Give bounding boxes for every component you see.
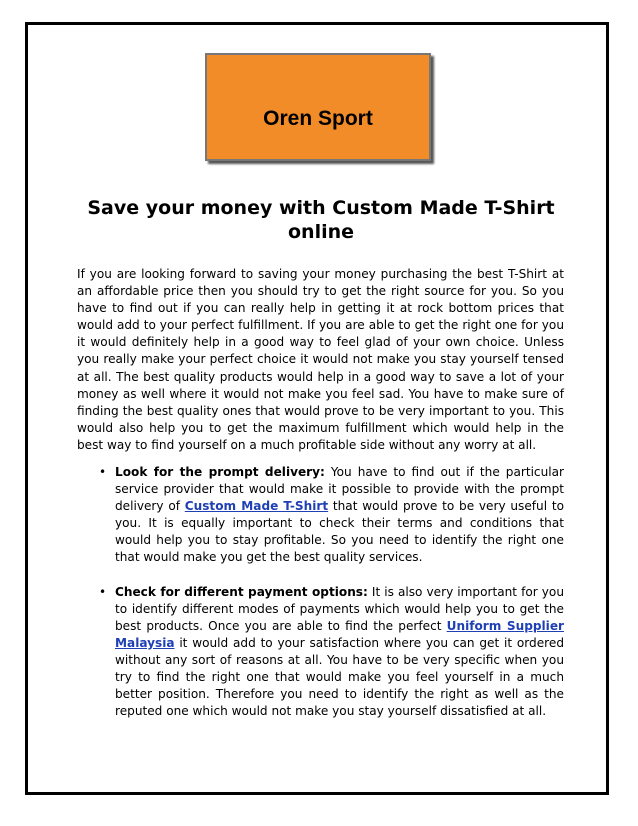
bullet-text: It is also very important for you to identify different modes of payments which would help you to get the best products. Once you are able to find the perfect — [115, 584, 564, 633]
bullet-text: it would add to your satisfaction where you can get it ordered without any sort of reasons at all. You have to be very specific when you try to find the right one that would make you feel yourself in a much better position. Therefore you need to identify the right as well as the reputed one which would not make you stay yourself dissatisfied at all. — [115, 635, 564, 719]
logo-text: Oren Sport — [263, 107, 373, 130]
bullet-text: that would prove to be very useful to you. It is equally important to check their terms and conditions that would help you to stay profitable. So you need to identify the right one that would make you get the best quality services. — [115, 499, 564, 565]
bullet-icon: • — [99, 584, 107, 599]
bullet-list — [77, 464, 564, 737]
bullet-icon: • — [99, 465, 107, 479]
list-item — [77, 584, 564, 721]
logo — [205, 53, 431, 161]
bullet-lead: Check for different payment options: — [115, 584, 368, 599]
page-title: Save your money with Custom Made T-Shirt online — [87, 197, 555, 243]
custom-made-tshirt-link[interactable]: Custom Made T-Shirt — [184, 499, 329, 514]
uniform-supplier-link[interactable]: Uniform Supplier Malaysia — [115, 618, 564, 650]
bullet-text: You have to find out if the particular service provider that would make it possible to provide with the prompt delivery of — [115, 465, 564, 514]
list-item — [77, 464, 564, 567]
bullet-lead: Look for the prompt delivery: — [115, 465, 325, 479]
intro-paragraph: If you are looking forward to saving your money purchasing the best T-Shirt at an affordable price then you should try to get the right source for you. So you have to find out if you can really help in getting it at rock bottom prices that would add to your perfect fulfillment. If you are able to get the right one for you it would definitely help in a good way to feel glad of your own choice. Unless you really make your perfect choice it would not make you stay yourself tensed at all. The best quality products would help in a good way to save a lot of your money as well where it would not make you feel sad. You have to make sure of finding the best quality ones that would prove to be very important to you. This would also help you to get the maximum fulfillment which would help in the best way to find yourself on a much profitable side without any worry at all. — [77, 267, 564, 452]
